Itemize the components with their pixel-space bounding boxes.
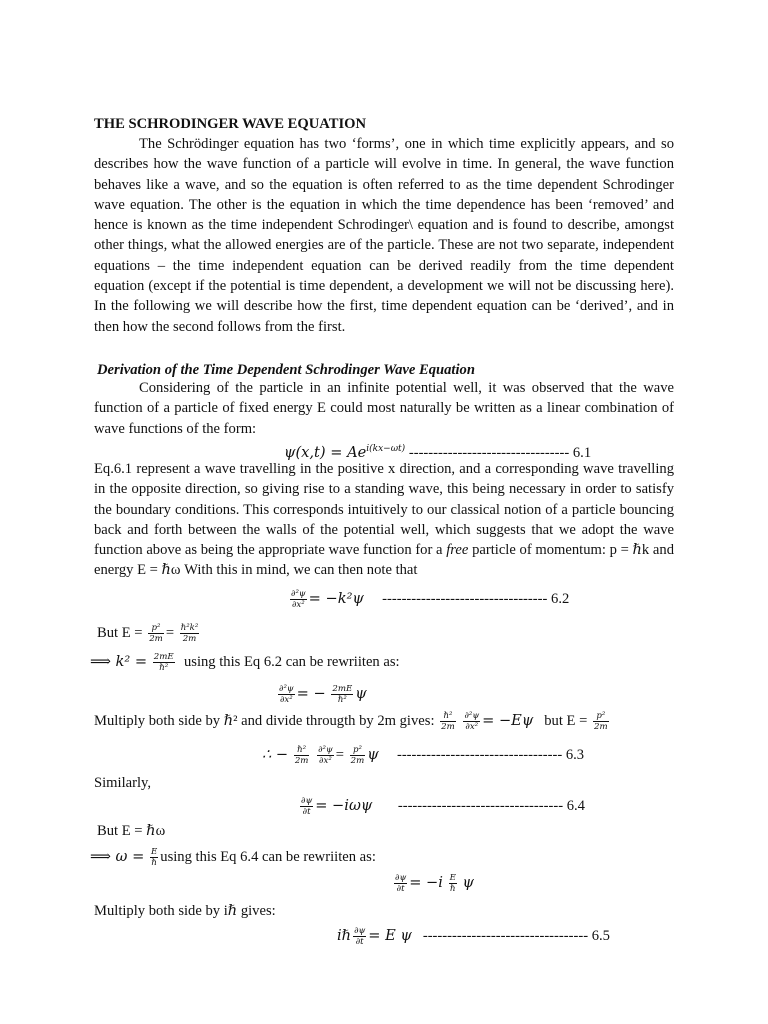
equation-6-2: $\frac{\text{∂²ψ}}{\text{∂x²}}$ = −k²ψ ---------------------------------- 6.2 [291, 589, 570, 611]
energy-omega-line: But E = ℏω [97, 823, 166, 839]
equation-6-4: $\frac{\partial\psi}{\partial t}$ = −iωψ ---------------------------------- 6.4 [301, 796, 585, 818]
intro-paragraph: The Schrödinger equation has two ‘forms’, one in which time explicitly appears, and so describes how the wave function of a particle will evolve in time. In general, the wave function behaves like a wave, and so the equation is often referred to as the time dependent Schrodinger wave equation. The other is the equation in which the time dependence has been ‘removed’ and hence is known as the time independent Schrodinger\ equation and is found to describe, amongst other things, what the allowed energies are of the particle. These are not two separate, independent equations – the time independent equation can be derived readily from the time dependent equation (except if the potential is time dependent, a development we will not be discussing here). In the following we will describe how the first, time dependent equation can be ‘derived’, and in then how the second follows from the first. [94, 136, 674, 335]
equation-6-1: $\psi(x,t) = Ae^{i(kx-\omega t)}$ --------------------------------- 6.1 [284, 443, 592, 461]
section-heading: Derivation of the Time Dependent Schrodinger Wave Equation [97, 362, 475, 378]
equation-k-rewritten: $\frac{\text{∂²ψ}}{\text{∂x²}}$ = − $\frac{2mE}{\text{ℏ²}}$ ψ [279, 684, 367, 706]
similarly-label: Similarly, [94, 775, 152, 791]
multiply-line-1: Multiply both side by ℏ² and divide througth by 2m gives: $\frac{\text{ℏ²}}{2m}$ $\frac{\text{∂²ψ}}{\text{∂x²}}$ = −Eψ but E = $\frac{\text{p²}}{2m}$ [94, 711, 608, 733]
k-squared-line: ⟹ k² = $\frac{2mE}{\text{ℏ²}}$ using this Eq 6.2 can be rewriiten as: [90, 652, 400, 674]
wave-paragraph: Eq.6.1 represent a wave travelling in the positive x direction, and a corresponding wave travelling in the opposite direction, so giving rise to a standing wave, this being necessary in order to satisfy the boundary conditions. This corresponds intuitively to our classical notion of a particle bouncing back and forth between the walls of the potential well, which suggests that we adopt the wave function above as being the appropriate wave function for a free particle of momentum: p = ℏk and energy E = ℏω With this in mind, we can then note that [94, 461, 674, 579]
derivation-paragraph: Considering of the particle in an infinite potential well, it was observed that the wave function of a particle of fixed energy E could most naturally be written as a linear combination of wave functions of the form: [94, 380, 674, 437]
equation-omega-rewritten: $\frac{\partial\psi}{\partial t}$ = −i $\frac{E}{\text{ℏ}}$ ψ [395, 873, 474, 895]
page-title: THE SCHRODINGER WAVE EQUATION [94, 116, 367, 132]
equation-6-3: ∴ − $\frac{\text{ℏ²}}{2m}$ $\frac{\text{∂²ψ}}{\text{∂x²}}$ = $\frac{\text{p²}}{2m}$ ψ ---------------------------------- 6.3 [262, 745, 585, 767]
multiply-line-2: Multiply both side by iℏ gives: [94, 903, 276, 919]
omega-line: ⟹ ω = $\frac{E}{\text{ℏ}}$ using this Eq 6.4 can be rewriiten as: [90, 847, 376, 869]
equation-6-5: iℏ $\frac{\partial\psi}{\partial t}$ = E ψ ---------------------------------- 6.5 [337, 926, 610, 948]
energy-momentum-line: But E = $\frac{\text{p²}}{2m}$ = $\frac{\text{ℏ²k²}}{2m}$ [97, 623, 199, 645]
